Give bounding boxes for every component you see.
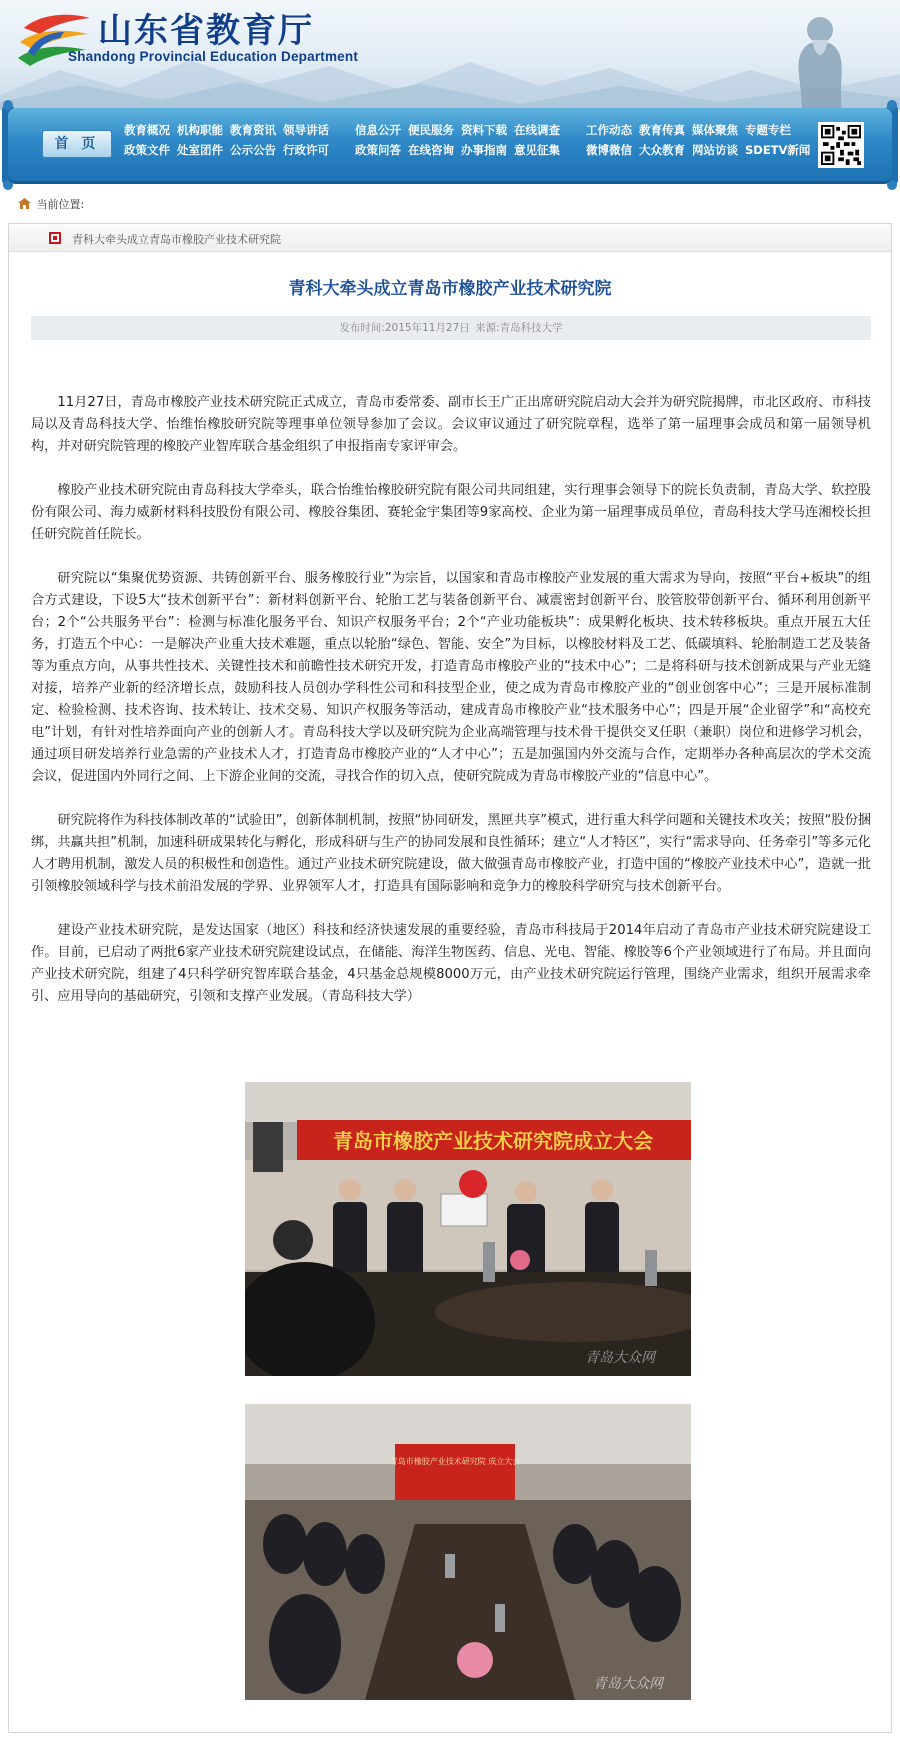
article-body <box>31 392 871 1030</box>
nav-link[interactable]: 领导讲话 <box>283 123 329 137</box>
nav-link[interactable]: 专题专栏 <box>745 123 791 137</box>
nav-link[interactable]: 工作动态 <box>586 123 632 137</box>
nav-link[interactable]: 教育传真 <box>639 123 685 137</box>
nav-link[interactable]: 教育概况 <box>124 123 170 137</box>
nav-link[interactable]: 信息公开 <box>355 123 401 137</box>
article-photo-meeting <box>245 1404 691 1700</box>
article-paragraph: 建设产业技术研究院，是发达国家（地区）科技和经济快速发展的重要经验，青岛市科技局于2014年启动了青岛市产业技术研究院建设工作。目前，已启动了两批6家产业技术研究院建设试点，在储能、海洋生物医药、信息、光电、智能、橡胶等6个产业领域进行了布局。并且面向产业技术研究院，组建了4只科学研究智库联合基金，4只基金总规模8000万元，由产业技术研究院运行管理，围绕产业需求，组织开展需求牵引、应用导向的基础研究，引领和支撑产业发展。（青岛科技大学） <box>31 923 871 1004</box>
site-banner <box>0 0 900 110</box>
nav-link[interactable]: 便民服务 <box>408 123 454 137</box>
nav-link[interactable]: 大众教育 <box>639 143 685 157</box>
nav-link[interactable]: 在线咨询 <box>408 143 454 157</box>
location-label: 当前位置: <box>36 198 85 211</box>
nav-link[interactable]: 意见征集 <box>514 143 560 157</box>
article-photo-ceremony <box>245 1082 691 1376</box>
nav-link[interactable]: 机构职能 <box>177 123 223 137</box>
nav-link[interactable]: 办事指南 <box>461 143 507 157</box>
nav-link[interactable]: 在线调查 <box>514 123 560 137</box>
confucius-figure-icon <box>762 0 872 110</box>
nav-link[interactable]: 政策文件 <box>124 143 170 157</box>
article-paragraph: 橡胶产业技术研究院由青岛科技大学牵头，联合怡维怡橡胶研究院有限公司共同组建，实行理事会领导下的院长负责制，青岛大学、软控股份有限公司、海力威新材料科技股份有限公司、橡胶谷集团、赛轮金宇集团等9家高校、企业为第一届理事成员单位，青岛科技大学马连湘校长担任研究院首任院长。 <box>31 483 871 542</box>
nav-link[interactable]: 公示公告 <box>230 143 276 157</box>
screen-text: 青岛市橡胶产业技术研究院 成立大会 <box>389 1457 521 1466</box>
nav-link[interactable]: 政策问答 <box>355 143 401 157</box>
nav-link[interactable]: 行政许可 <box>283 143 329 157</box>
home-icon <box>18 198 31 209</box>
nav-link[interactable]: 处室团件 <box>177 143 223 157</box>
article-frame <box>8 223 892 1733</box>
nav-group-1 <box>124 120 329 160</box>
nav-group-3 <box>586 120 810 160</box>
article-paragraph: 研究院将作为科技体制改革的“试验田”，创新体制机制，按照“协同研发，黑匣共享”模式，进行重大科学问题和关键技术攻关；按照“股份捆绑，共赢共担”机制，加速科研成果转化与孵化，形成科研与生产的协同发展和良性循环；建立“人才特区”，实行“需求导向、任务牵引”等多元化人才聘用机制，激发人员的积极性和创造性。通过产业技术研究院建设，做大做强青岛市橡胶产业，打造中国的“橡胶产业技术中心”，造就一批引领橡胶领域科学与技术前沿发展的学界、业界领军人才，打造具有国际影响和竞争力的橡胶科学研究与技术创新平台。 <box>31 813 871 894</box>
home-button[interactable]: 首 页 <box>42 130 112 158</box>
photo-watermark: 青岛大众网 <box>593 1676 663 1692</box>
site-name-en: Shandong Provincial Education Department <box>68 49 359 64</box>
article-crumb-link[interactable]: 青科大牵头成立青岛市橡胶产业技术研究院 <box>72 233 281 246</box>
site-name-cn: 山东省教育厅 <box>98 11 314 51</box>
article-crumb-bar <box>9 224 891 252</box>
article-paragraph: 11月27日，青岛市橡胶产业技术研究院正式成立，青岛市委常委、副市长王广正出席研究院启动大会并为研究院揭牌，市北区政府、市科技局以及青岛科技大学、怡维怡橡胶研究院等理事单位领导参加了会议。会议审议通过了研究院章程，选举了第一届理事会成员和第一届领导机构，并对研究院管理的橡胶产业智库联合基金组织了申报指南专家评审会。 <box>31 395 871 454</box>
main-navigation <box>8 108 892 184</box>
nav-link[interactable]: 网站访谈 <box>692 143 738 157</box>
location-bar <box>18 196 84 212</box>
article-title: 青科大牵头成立青岛市橡胶产业技术研究院 <box>288 279 612 299</box>
nav-link[interactable]: 媒体聚焦 <box>692 123 738 137</box>
article-meta <box>31 316 871 340</box>
nav-link[interactable]: 教育资讯 <box>230 123 276 137</box>
bullet-icon <box>49 232 61 244</box>
nav-link[interactable]: 资料下载 <box>461 123 507 137</box>
article-paragraph: 研究院以“集聚优势资源、共铸创新平台、服务橡胶行业”为宗旨，以国家和青岛市橡胶产业发展的重大需求为导向，按照“平台+板块”的组合方式建设，下设5大“技术创新平台”：新材料创新平台、轮胎工艺与装备创新平台、减震密封创新平台、胶管胶带创新平台、循环利用创新平台；2个“公共服务平台”：检测与标准化服务平台、知识产权服务平台；2个“产业功能板块”：成果孵化板块、技术转移板块。重点开展五大任务，打造五个中心：一是解决产业重大技术难题，重点以轮胎“绿色、智能、安全”为目标，以橡胶材料及工艺、低碳填料、轮胎制造工艺及装备等为重点方向，从事共性技术、关键性技术和前瞻性技术研究开发，打造青岛市橡胶产业的“技术中心”；二是将科研与技术创新成果与产业无缝对接，培养产业新的经济增长点，鼓励科技人员创办学科性公司和科技型企业，使之成为青岛市橡胶产业的“创业创客中心”；三是开展标准制定、检验检测、技术咨询、技术转让、技术交易、知识产权服务等活动，建成青岛市橡胶产业“技术服务中心”；四是开展“企业留学”和“高校充电”计划，有针对性培养面向产业的创新人才。青岛科技大学以及研究院为企业高端管理与技术骨干提供交叉任职（兼职）岗位和进修学习机会，通过项目研发培养行业急需的产业技术人才，打造青岛市橡胶产业的“人才中心”；五是加强国内外交流与合作，定期举办各种高层次的学术交流会议，促进国内外同行之间、上下游企业间的交流，寻找合作的切入点，使研究院成为青岛市橡胶产业的“信息中心”。 <box>31 571 871 784</box>
ceremony-banner-text: 青岛市橡胶产业技术研究院成立大会 <box>333 1129 653 1153</box>
article-source: 来源:青岛科技大学 <box>475 322 563 334</box>
qr-code-icon[interactable] <box>818 122 864 168</box>
nav-group-2 <box>355 120 560 160</box>
photo-watermark: 青岛大众网 <box>585 1350 655 1366</box>
publish-date: 发布时间:2015年11月27日 <box>339 322 470 334</box>
nav-link[interactable]: 微博微信 <box>586 143 632 157</box>
nav-link[interactable]: SDETV新闻 <box>745 143 811 157</box>
